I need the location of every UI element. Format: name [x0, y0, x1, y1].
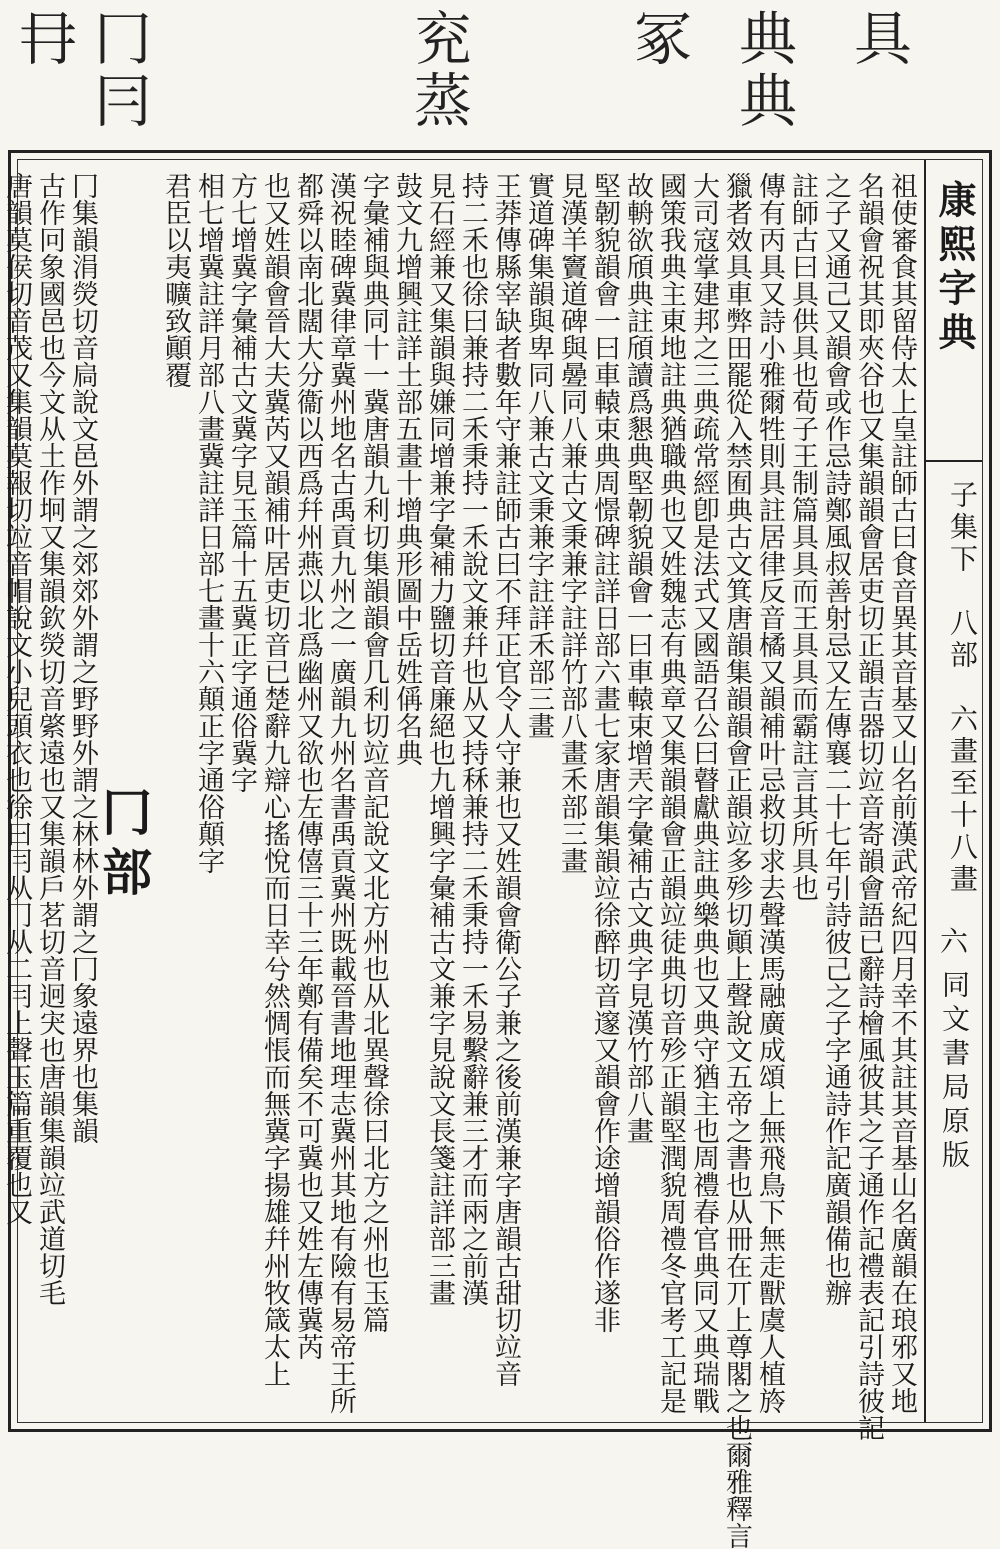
radical-heading-column — [94, 172, 159, 1410]
text-column: 傳有丙具又詩小雅爾牲則具註居律反音橘又韻補叶忌救切求去聲漢馬融廣成頌上無飛鳥下無走獸虞人植旍 — [754, 172, 785, 1414]
text-column: 唐韻莫侯切音茂又集韻莫報切竝音帽說文小兒頭衣也徐曰冃从冂从二冃上聲玉篇重覆也又 — [1, 172, 32, 1225]
seal-script-header — [0, 0, 1000, 150]
seal-glyph-4: 冂冃 — [84, 8, 152, 132]
text-column: 冂集韻涓熒切音扃說文邑外謂之郊郊外謂之野野外謂之林林外謂之冂象遠界也集韻 — [67, 172, 98, 1144]
text-column: 方七增冀字彙補古文冀字見玉篇十五冀正字通俗冀字 — [226, 172, 257, 793]
text-column: 王莽傳縣宰缺者數年守兼註師古曰不拜正官令人守兼也又姓韻會衛公子兼之後前漢兼字唐韻古甜切竝音 — [490, 172, 521, 1387]
text-column: 見石經兼又集韻與嫌同增兼字彙補力鹽切音廉絕也九增興字彙補古文兼字見說文長箋註詳部三畫 — [424, 172, 455, 1306]
side-banner — [924, 160, 982, 1422]
publisher-label: 同文書局原版 — [938, 970, 971, 1174]
text-column: 大司寇掌建邦之三典疏常經卽是法式又國語召公曰瞽獻典註典樂典也又典守猶主也周禮春官典同又典瑞戰 — [688, 172, 719, 1414]
seal-glyph-3: 兖蒸 — [404, 8, 472, 132]
text-column: 獵者效具車弊田罷從入禁囿典古文箕唐韻集韻韻會正韻竝多殄切顚上聲說文五帝之書也从冊在丌上尊閣之也爾雅釋言 — [721, 172, 752, 1549]
seal-glyph-0: 具 — [844, 8, 912, 70]
banner-divider — [926, 460, 982, 462]
text-column: 之子又通己又韻會或作忌詩鄭風叔善射忌又左傳襄二十七年引詩彼己之子字通詩作記廣韻備也辦 — [820, 172, 851, 1306]
text-column: 都舜以南北闊大分衞以西爲幷州燕以北爲幽州又欲也左傳僖三十三年鄭有備矣不可冀也又姓左傳冀芮 — [292, 172, 323, 1360]
text-column: 名韻會祝其即夾谷也又集韻韻會居吏切正韻吉器切竝音寄韻會語已辭詩檜風彼其之子通作記禮表記引詩彼記 — [853, 172, 884, 1441]
text-column: 古作冋象國邑也今文从土作坰又集韻欽熒切音綮遠也又集韻戶茗切音迥宊也唐韻集韻竝武道切毛 — [34, 172, 65, 1306]
text-column: 相七增冀註詳月部八畫冀註詳日部七畫十六顛正字通俗顛字 — [193, 172, 224, 874]
seal-glyph-5: 冄 — [9, 8, 77, 70]
text-column: 字彙補與典同十一冀唐韻九利切集韻韻會几利切竝音記說文北方州也从北異聲徐曰北方之州也玉篇 — [358, 172, 389, 1333]
section-label: 子集下 八部 六畫至十八畫 — [946, 480, 979, 896]
text-column: 故輈欲頎典註頎讀爲懇典堅韌貌韻會一曰車轅束增兲字彙補古文典字見漢竹部八畫 — [622, 172, 653, 1144]
seal-glyph-1: 典典 — [729, 8, 797, 132]
text-column: 也又姓韻會晉大夫冀芮又韻補叶居吏切音已楚辭九辯心搖悅而日幸兮然惆悵而無冀字揚雄幷州牧箴太上 — [259, 172, 290, 1387]
page-frame — [1, 150, 992, 1549]
text-column: 君臣以夷曠致顚覆 — [160, 172, 191, 388]
text-column: 漢祝睦碑冀律章冀州地名古禹貢九州之一廣韻九州名書禹貢冀州既載晉書地理志冀州其地有險有易帝王所 — [325, 172, 356, 1414]
text-column: 實道碑集韻與卑同八兼古文秉兼字註詳禾部三畫 — [523, 172, 554, 739]
book-title: 康熙字典 — [932, 180, 977, 356]
text-column: 註師古曰具供具也荀子王制篇具具而王具具而霸註言其所具也 — [787, 172, 818, 901]
page-number: 六 — [939, 925, 968, 958]
text-column: 祖使審食其留侍太上皇註師古曰食音異其音基又山名前漢武帝紀四月幸不其註其音基山名廣韻在琅邪又地 — [886, 172, 917, 1414]
text-column: 見漢羊竇道碑與㬪同八兼古文秉兼字註詳竹部八畫禾部三畫 — [556, 172, 587, 874]
dictionary-body — [1, 172, 918, 1549]
radical-heading: 冂部 — [94, 786, 153, 906]
page-frame-inner — [1, 159, 983, 1549]
text-column: 國策我典主東地註典猶職典也又姓魏志有典章又集韻韻會正韻竝徒典切音殄正韻堅潤貌周禮冬官考工記是 — [655, 172, 686, 1414]
text-column: 堅韌貌韻會一曰車轅束典周憬碑註詳日部六畫七家唐韻集韻竝徐醉切音邃又韻會作途增韻俗作遂非 — [589, 172, 620, 1333]
text-column: 鼓文九增興註詳土部五畫十增典形圖中岳姓偁名典 — [391, 172, 422, 766]
seal-glyph-2: 冢 — [624, 8, 692, 70]
text-column: 持二禾也徐曰兼持二禾秉持一禾說文兼幷也从又持秝兼持二禾秉持一禾易繫辭兼三才而兩之前漢 — [457, 172, 488, 1306]
